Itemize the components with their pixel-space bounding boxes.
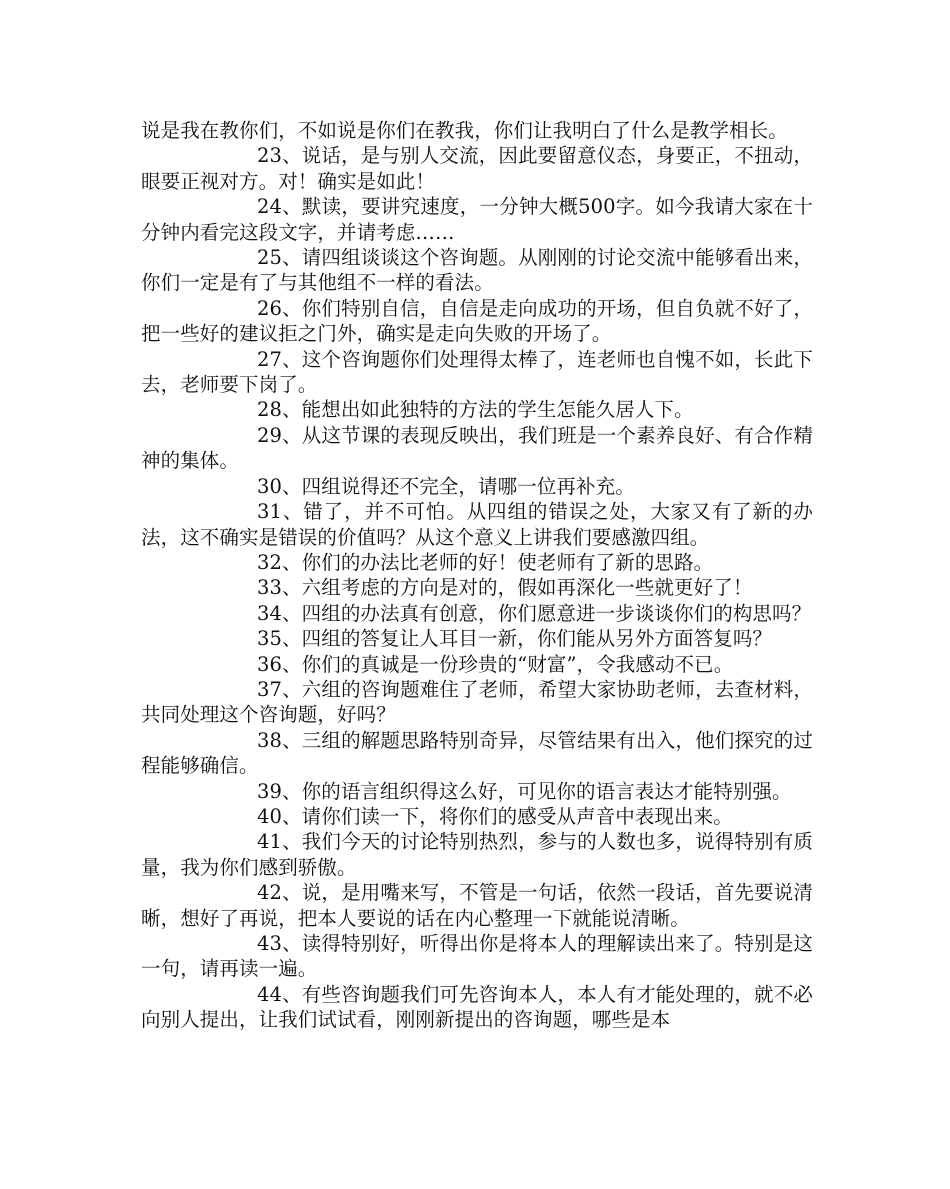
paragraph-27: 27、这个咨询题你们处理得太棒了，连老师也自愧不如，长此下去，老师要下岗了。 (141, 347, 813, 397)
paragraph-36: 36、你们的真诚是一份珍贵的“财富”，令我感动不已。 (257, 652, 734, 676)
paragraph-42: 42、说，是用嘴来写，不管是一句话，依然一段话，首先要说清晰，想好了再说，把本人要说的话在内心整理一下就能说清晰。 (141, 881, 813, 930)
paragraph-continuation: 说是我在教你们，不如说是你们在教我，你们让我明白了什么是教学相长。 (141, 119, 788, 142)
paragraph-35: 35、四组的答复让人耳目一新，你们能从另外方面答复吗？ (257, 627, 773, 651)
paragraph-25: 25、请四组谈谈这个咨询题。从刚刚的讨论交流中能够看出来，你们一定是有了与其他组不一样的看法。 (141, 246, 813, 295)
paragraph-30: 30、四组说得还不完全，请哪一位再补充。 (257, 474, 635, 498)
paragraph-26: 26、你们特别自信，自信是走向成功的开场，但自负就不好了，把一些好的建议拒之门外，确实是走向失败的开场了。 (141, 296, 813, 346)
paragraph-24: 24、默读，要讲究速度，一分钟大概500字。如今我请大家在十分钟内看完这段文字，并请考虑…… (141, 195, 813, 244)
paragraph-39: 39、你的语言组织得这么好，可见你的语言表达才能特别强。 (257, 779, 792, 803)
paragraph-38: 38、三组的解题思路特别奇异，尽管结果有出入，他们探究的过程能够确信。 (141, 728, 813, 778)
paragraph-37: 37、六组的咨询题难住了老师，希望大家协助老师，去查材料，共同处理这个咨询题，好吗？ (141, 677, 813, 727)
paragraph-31: 31、错了，并不可怕。从四组的错误之处，大家又有了新的办法，这不确实是错误的价值吗？从这个意义上讲我们要感激四组。 (141, 500, 813, 549)
document-body (141, 118, 813, 1033)
paragraph-44: 44、有些咨询题我们可先咨询本人，本人有才能处理的，就不必向别人提出，让我们试试看，刚刚新提出的咨询题，哪些是本 (141, 982, 813, 1032)
paragraph-40: 40、请你们读一下，将你们的感受从声音中表现出来。 (257, 804, 733, 828)
paragraph-34: 34、四组的办法真有创意，你们愿意进一步谈谈你们的构思吗？ (257, 601, 812, 625)
paragraph-32: 32、你们的办法比老师的好！使老师有了新的思路。 (257, 550, 714, 574)
paragraph-23: 23、说话，是与别人交流，因此要留意仪态，身要正，不扭动，眼要正视对方。对！确实是如此！ (141, 144, 813, 193)
paragraph-41: 41、我们今天的讨论特别热烈，参与的人数也多，说得特别有质量，我为你们感到骄傲。 (141, 830, 813, 879)
paragraph-43: 43、读得特别好，听得出你是将本人的理解读出来了。特别是这一句，请再读一遍。 (141, 932, 813, 981)
paragraph-33: 33、六组考虑的方向是对的，假如再深化一些就更好了！ (257, 576, 753, 600)
paragraph-29: 29、从这节课的表现反映出，我们班是一个素养良好、有合作精神的集体。 (141, 423, 813, 473)
paragraph-28: 28、能想出如此独特的方法的学生怎能久居人下。 (257, 398, 694, 422)
